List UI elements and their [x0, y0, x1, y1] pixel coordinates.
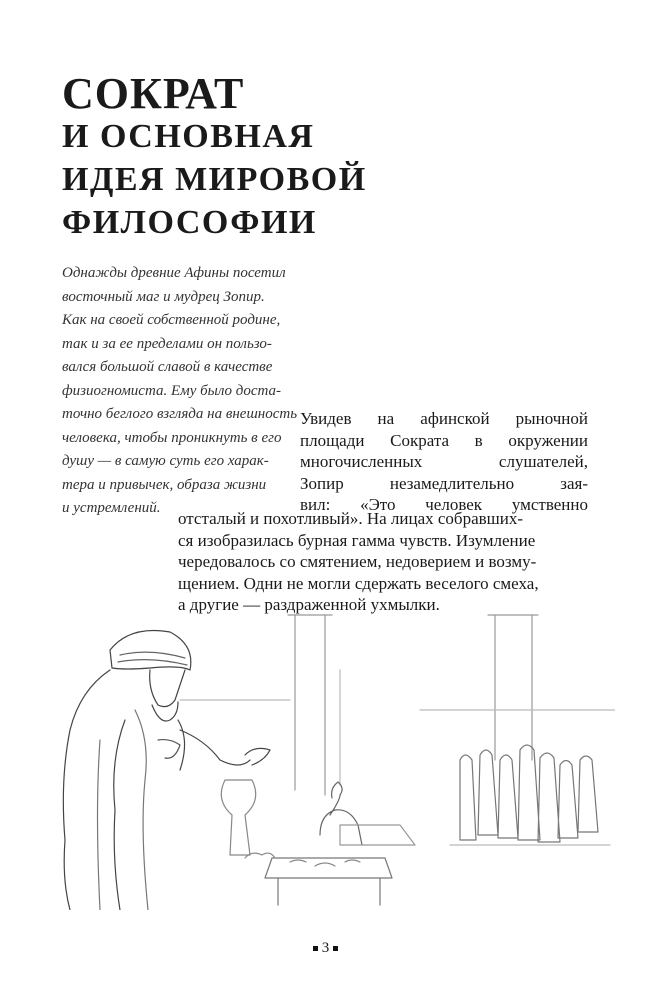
intro-line: точно беглого взгляда на внешность [62, 406, 298, 422]
crowd [460, 745, 598, 842]
intro-line: так и за ее пределами он пользо- [62, 335, 272, 352]
column-right [488, 615, 538, 760]
body-line: а другие — раздраженной ухмылки. [178, 595, 440, 614]
body-paragraph-upper [300, 408, 588, 516]
body-line: чередовалось со смятением, недоверием и возму- [178, 552, 537, 571]
body-line: Зопир незамедлительно зая- [300, 473, 588, 493]
intro-line: вался большой славой в качестве [62, 359, 273, 375]
stall-table [265, 858, 392, 905]
vase [221, 780, 255, 855]
market-scene-illustration [40, 610, 615, 910]
title-line-1: СОКРАТ [62, 69, 245, 118]
merchant [320, 782, 362, 845]
body-paragraph-lower [178, 508, 588, 616]
intro-paragraph [62, 262, 297, 521]
intro-line: восточный маг и мудрец Зопир. [62, 288, 265, 305]
bullet-square-icon [333, 946, 338, 951]
title-line-2: И ОСНОВНАЯ [62, 118, 315, 155]
intro-line: душу — в самую суть его харак- [62, 453, 269, 469]
body-line: щением. Одни не могли сдержать веселого смеха, [178, 573, 539, 593]
body-line: Увидев на афинской рыночной [300, 409, 588, 428]
title-line-4: ФИЛОСОФИИ [62, 204, 317, 241]
body-line: площади Сократа в окружении [300, 430, 588, 450]
sage-face [150, 670, 185, 707]
column-left [288, 615, 332, 795]
intro-line: Однажды древние Афины посетил [62, 265, 286, 281]
page-number-value: 3 [321, 940, 330, 956]
body-line: ся изобразилась бурная гамма чувств. Изумление [178, 530, 536, 550]
intro-line: человека, чтобы проникнуть в его [62, 429, 282, 446]
body-line: отсталый и похотливый». На лицах собравших- [178, 509, 523, 528]
intro-line: Как на своей собственной родине, [62, 312, 281, 328]
body-line: вил: «Это человек умственно [300, 495, 588, 514]
bullet-square-icon [313, 946, 318, 951]
intro-line: и устремлений. [62, 500, 161, 516]
intro-line: физиогномиста. Ему было доста- [62, 382, 282, 399]
intro-line: тера и привычек, образа жизни [62, 476, 267, 493]
page-number [0, 940, 651, 957]
title-line-3: ИДЕЯ МИРОВОЙ [62, 161, 367, 198]
body-line: многочисленных слушателей, [300, 452, 588, 471]
sage-turban [110, 630, 191, 670]
chapter-title [62, 69, 367, 244]
